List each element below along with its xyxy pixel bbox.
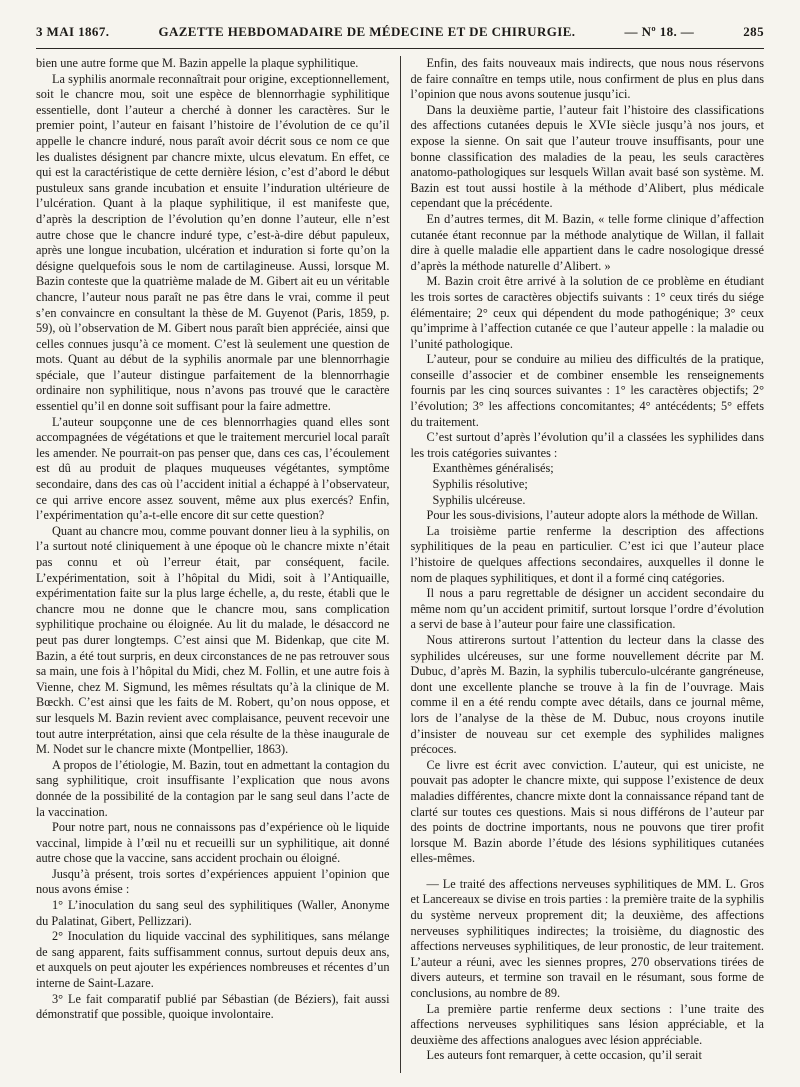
- paragraph: Nous attirerons surtout l’attention du lecteur dans la classe des syphilides ulcéreuses, sur une forme nouvellement décrite par M. Dubuc, d’après M. Bazin, la syphilis tuberculo-ulcérante gangréneuse, dont une excellente planche se trouve à la fin de l’ouvrage. Mais comme il en a été rendu compte avec détails, dans ce journal même, lors de l’analyse de la thèse de M. Dubuc, nous croyons inutile d’insister de nouveau sur cet exemple des syphilides malignes précoces.: [410, 632, 764, 757]
- paragraph: Quant au chancre mou, comme pouvant donner lieu à la syphilis, on l’a surtout noté cliniquement à une époque où le chancre mixte n’était pas connu et où l’erreur était, par conséquent, facile. L’expérimentation, soit à l’hôpital du Midi, soit à l’Antiquaille, expérimentation faite sur la plus large échelle, a, du reste, établi que le chancre mou ne donne que le chancre mou, sans complication syphilitique prochaine ou éloignée. Au lit du malade, le désaccord ne peut pas durer longtemps. C’est ainsi que M. Bidenkap, que cite M. Bazin, a été tout surpris, en deux circonstances de ne pas retrouver sous sa main, une fois à l’hôpital du Midi, chez M. Follin, et une autre fois à Vienne, chez M. Sigmund, les mêmes résultats qu’à la clinique de M. Bœckh. C’est ainsi que les faits de M. Robert, qu’on nous oppose, et sur lesquels M. Bazin revient avec complaisance, peuvent recevoir une tout autre interprétation, ainsi que cela résulte de la thèse inaugurale de M. Nodet sur le chancre mixte (Montpellier, 1863).: [36, 523, 390, 757]
- paragraph: Jusqu’à présent, trois sortes d’expériences appuient l’opinion que nous avons émise :: [36, 866, 390, 897]
- paragraph: Enfin, des faits nouveaux mais indirects, que nous nous réservons de faire connaître en temps utile, nous confirment de plus en plus dans l’opinion que nous avons soutenue jusqu’ici.: [410, 56, 764, 102]
- page-number: 285: [743, 24, 764, 39]
- list-item: Syphilis ulcéreuse.: [432, 492, 526, 507]
- left-column: [36, 56, 400, 1073]
- paragraph: Dans la deuxième partie, l’auteur fait l’histoire des classifications des affections cutanées depuis le XVIe siècle jusqu’à nos jours, et expose la sienne. On sait que l’auteur trouve insuffisants, pour une bonne classification des maladies de la peau, les seuls caractères anatomo-pathologiques sur lesquels Willan avait basé son système. M. Bazin est tout aussi hostile à la méthode d’Alibert, plus médicale cependant que la précédente.: [410, 102, 764, 211]
- paragraph: La première partie renferme deux sections : l’une traite des affections nerveuses syphilitiques sans lésion appréciable, et la deuxième des affections analogues avec lésion appréciable.: [410, 1001, 764, 1047]
- text-columns: [36, 56, 764, 1073]
- paragraph: bien une autre forme que M. Bazin appelle la plaque syphilitique.: [36, 56, 359, 70]
- paragraph: — Le traité des affections nerveuses syphilitiques de MM. L. Gros et Lancereaux se divise en trois parties : la première traite de la syphilis du système nerveux proprement dit; la deuxième, des affections nerveuses syphilitiques indirectes; la troisième, du diagnostic des affections nerveuses syphilitiques, de leur pronostic, de leur traitement. L’auteur a réuni, avec les siennes propres, 270 observations tirées de divers auteurs, et termine son travail en le résumant, sous forme de conclusions, au nombre de 89.: [410, 876, 764, 1001]
- list-item: Exanthèmes généralisés;: [432, 461, 554, 476]
- header-rule: [36, 48, 764, 49]
- paragraph: La syphilis anormale reconnaîtrait pour origine, exceptionnellement, soit le chancre mou, soit une espèce de blennorrhagie syphilitique essentielle, dont l’auteur a cherché à donner les caractères. Sur le premier point, l’auteur en faisant l’histoire de l’évolution de ce qu’il appelle le chancre induré, nous paraît avoir décrit sous ce nom ce que les dualistes désignent par chancre mixte, ulcus elevatum. En effet, ce qui est la caractéristique de cette dernière lésion, c’est d’abord le début pustuleux sans grande incubation et ensuite l’induration ultérieure de l’ulcération. Quant à la plaque syphilitique, il est manifeste que, d’après la description de l’évolution qu’en donne l’auteur, elle n’est autre chose que le chancre induré type, c’est-à-dire début papuleux, après une longue incubation, ulcération et induration si forte qu’on la désigne quelquefois sous le nom de cartilagineuse. Aussi, lorsque M. Bazin conteste que la quatrième malade de M. Gibert ait eu un véritable chancre, l’auteur nous paraît ne pas être dans le vrai, comme il peut s’en convaincre en consultant la thèse de M. Guyenot (Paris, 1859, p. 59), où l’observation de M. Gibert nous paraît bien appréciée, ainsi que celles connues jusqu’à ce moment. C’est là seulement une question de mots. Quant au début de la syphilis anormale par une blennorrhagie spéciale, que l’auteur distingue parfaitement de la blennorrhagie ordinaire non syphilitique, nous n’avons pas trouvé que le caractère essentiel qu’il en donne soit suffisant pour la faire admettre.: [36, 71, 390, 414]
- issue-date: 3 MAI 1867.: [36, 24, 110, 39]
- paragraph: L’auteur soupçonne une de ces blennorrhagies quand elles sont accompagnées de végétations et que le traitement mercuriel local paraît les amender. Ne pourrait-on pas penser que, dans ces cas, l’écoulement est dû au produit de plaques muqueuses végétantes, symptôme secondaire, dans des cas où l’accident initial a échappé à l’observateur, ce qui arrive encore assez souvent, même aux plus exercés? Enfin, l’expérimentation qu’a-t-elle encore dit sur cette question?: [36, 414, 390, 523]
- list-item: Syphilis résolutive;: [432, 477, 528, 492]
- publication-title: GAZETTE HEBDOMADAIRE DE MÉDECINE ET DE CHIRURGIE.: [158, 24, 576, 39]
- paragraph: Il nous a paru regrettable de désigner un accident secondaire du même nom qu’un accident primitif, surtout lorsque l’ordre d’évolution a servi de base à l’auteur pour faire une classification.: [410, 586, 764, 632]
- paragraph: Pour les sous-divisions, l’auteur adopte alors la méthode de Willan.: [426, 508, 759, 523]
- paragraph: Les auteurs font remarquer, à cette occasion, qu’il serait: [426, 1048, 702, 1063]
- paragraph: L’auteur, pour se conduire au milieu des difficultés de la pratique, conseille d’associer et de combiner ensemble les renseignements fournis par les cinq sources suivantes : 1° les caractères objectifs; 2° l’évolution; 3° les affections concomitantes; 4° antécédents; 5° effets du traitement.: [410, 352, 764, 429]
- paragraph: Pour notre part, nous ne connaissons pas d’expérience où le liquide vaccinal, limpide à l’œil nu et recueilli sur un syphilitique, ait donné autre chose que la vaccine, sans accident prochain ou éloigné.: [36, 820, 390, 866]
- paragraph: C’est surtout d’après l’évolution qu’il a classées les syphilides dans les trois catégories suivantes :: [410, 430, 764, 460]
- paragraph: M. Bazin croit être arrivé à la solution de ce problème en étudiant les trois sortes de caractères objectifs suivants : 1° ceux tirés du siége élémentaire; 2° ceux qui dépendent du mode pathogénique; 3° ceux qu’imprime à l’affection cutanée ce que l’auteur appelle : la maladie ou l’unité pathologique.: [410, 274, 764, 351]
- right-column: [400, 56, 765, 1073]
- paragraph: 1° L’inoculation du sang seul des syphilitiques (Waller, Anonyme du Palatinat, Gibert, Pellizzari).: [36, 898, 390, 928]
- paragraph: La troisième partie renferme la description des affections syphilitiques de la peau en particulier. C’est ici que l’auteur place l’histoire de quelques affections secondaires, auxquelles il donne le nom de plaques syphilitiques, et dont il a formé cinq catégories.: [410, 523, 764, 585]
- issue-number: — Nº 18. —: [624, 24, 695, 39]
- paragraph: En d’autres termes, dit M. Bazin, « telle forme clinique d’affection cutanée étant reconnue par la méthode analytique de Willan, il fallait dire à quelle maladie elle appartient dans le cadre nosologique dressé d’après la méthode naturelle d’Alibert. »: [410, 211, 764, 273]
- page-header: [36, 24, 764, 44]
- paragraph: A propos de l’étiologie, M. Bazin, tout en admettant la contagion du sang syphilitique, croit insuffisante l’explication que nous avons donnée de la possibilité de la contagion par le sang seul dans l’acte de la vaccination.: [36, 757, 390, 819]
- paragraph: 3° Le fait comparatif publié par Sébastian (de Béziers), fait aussi démonstratif que possible, quoique involontaire.: [36, 991, 390, 1022]
- paragraph: 2° Inoculation du liquide vaccinal des syphilitiques, sans mélange de sang apparent, faits suffisamment connus, surtout depuis deux ans, et auxquels on peut ajouter les expériences nombreuses et récentes d’un interne de Saint-Lazare.: [36, 929, 390, 991]
- paragraph: Ce livre est écrit avec conviction. L’auteur, qui est uniciste, ne pouvait pas adopter le chancre mixte, qui suppose l’existence de deux maladies différentes, chancre mixte dont la connaissance répand tant de clarté sur toutes ces questions. Mais si nous différons de l’auteur par des points de doctrine importants, nous ne pouvons que tirer profit lorsque M. Bazin aborde l’étude des lésions syphilitiques cutanées elles-mêmes.: [410, 757, 764, 866]
